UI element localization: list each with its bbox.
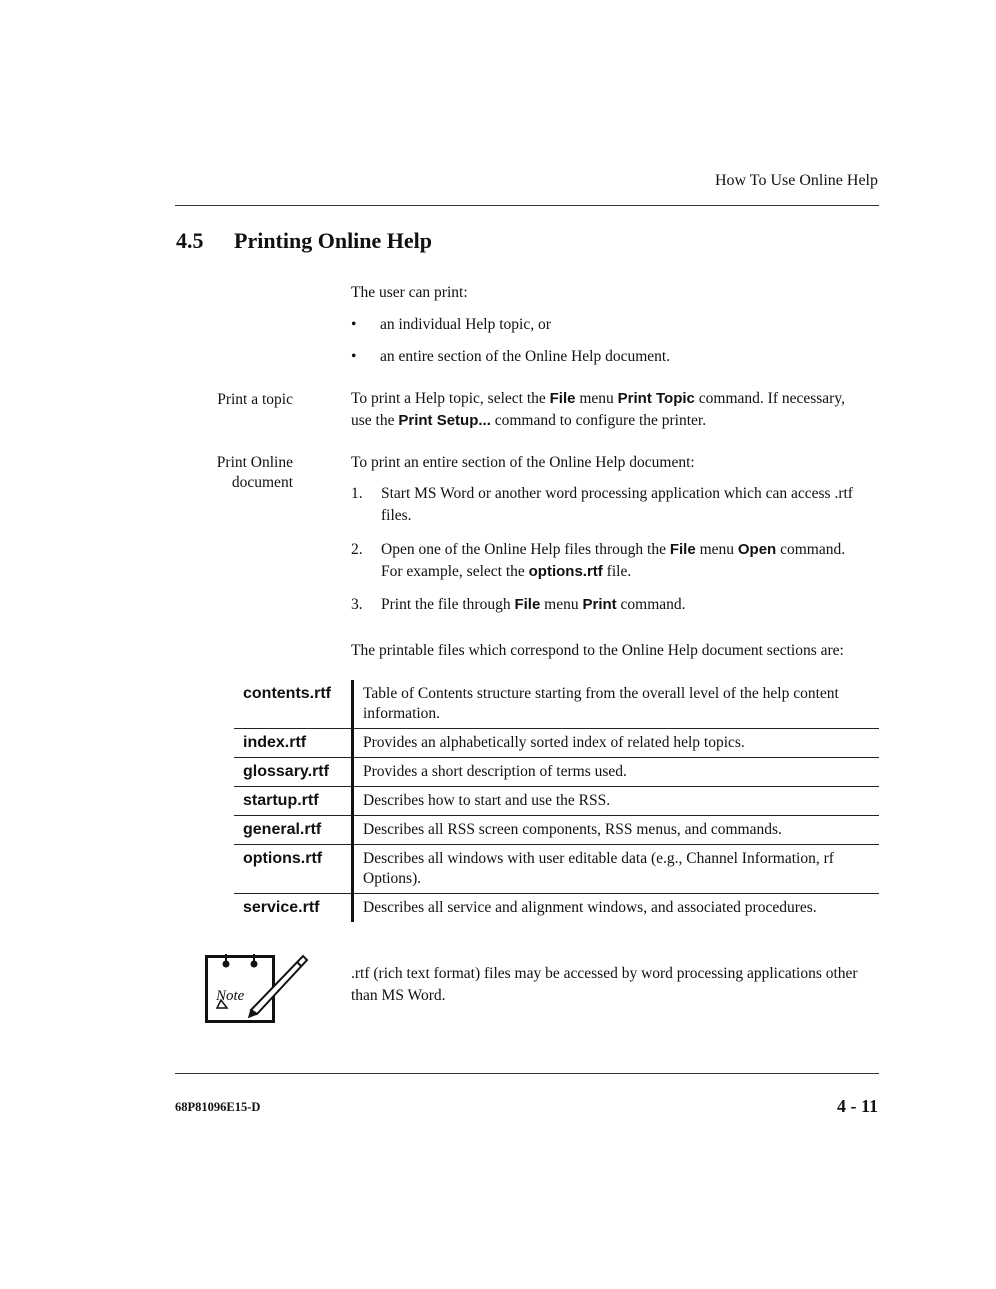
print-topic-paragraph bbox=[351, 388, 891, 432]
text-run: use the bbox=[351, 412, 395, 429]
file-description: Describes all windows with user editable data (e.g., Channel Information, rf Options). bbox=[353, 845, 880, 894]
bullet-item: an entire section of the Online Help document. bbox=[380, 348, 671, 365]
print-topic-line-2 bbox=[351, 410, 891, 432]
text-run: command. bbox=[620, 596, 686, 613]
file-name: index.rtf bbox=[234, 729, 353, 758]
text-run: file. bbox=[606, 563, 632, 580]
text-run: command to configure the printer. bbox=[494, 412, 707, 429]
step-line bbox=[381, 539, 845, 561]
keyword-options-rtf: options.rtf bbox=[528, 563, 603, 580]
file-name: general.rtf bbox=[234, 816, 353, 845]
file-name: contents.rtf bbox=[234, 680, 353, 729]
file-description: Table of Contents structure starting from the overall level of the help content information. bbox=[363, 685, 839, 722]
table-row bbox=[234, 845, 879, 894]
keyword-print-topic: Print Topic bbox=[617, 390, 695, 407]
text-run: command. bbox=[780, 541, 846, 558]
page-number: 4 - 11 bbox=[836, 1096, 878, 1116]
text-run: command. If necessary, bbox=[698, 390, 845, 407]
file-description: Provides an alphabetically sorted index of related help topics. bbox=[353, 729, 880, 758]
keyword-print-setup: Print Setup... bbox=[398, 412, 491, 429]
note-line: than MS Word. bbox=[351, 987, 446, 1004]
section-title: Printing Online Help bbox=[234, 228, 433, 253]
file-name: options.rtf bbox=[234, 845, 353, 894]
document-number: 68P81096E15-D bbox=[175, 1100, 261, 1114]
margin-label-print-document bbox=[217, 453, 293, 493]
text-run: menu bbox=[579, 390, 614, 407]
text-run: For example, select the bbox=[381, 563, 525, 580]
bullet-glyph: • bbox=[351, 316, 357, 333]
text-run: menu bbox=[699, 541, 734, 558]
print-topic-line-1 bbox=[351, 388, 891, 410]
file-description: Describes all service and alignment windows, and associated procedures. bbox=[353, 894, 880, 923]
table-row bbox=[234, 758, 879, 787]
footer-rule bbox=[175, 1073, 879, 1074]
file-description: Describes all RSS screen components, RSS menus, and commands. bbox=[353, 816, 880, 845]
label-line: document bbox=[231, 474, 293, 491]
table-row bbox=[234, 680, 879, 729]
header-rule bbox=[175, 205, 879, 206]
keyword-open: Open bbox=[737, 541, 777, 558]
note-line: .rtf (rich text format) files may be accessed by word processing applications other bbox=[351, 965, 858, 982]
section-number: 4.5 bbox=[176, 228, 204, 253]
label-line: Print Online bbox=[216, 454, 293, 471]
note-pad-pencil-icon bbox=[205, 955, 275, 1023]
keyword-print: Print bbox=[582, 596, 617, 613]
text-run: Open one of the Online Help files through the bbox=[381, 541, 666, 558]
step-line: files. bbox=[381, 507, 412, 524]
table-row bbox=[234, 816, 879, 845]
step-2 bbox=[381, 539, 845, 583]
margin-label-print-topic: Print a topic bbox=[217, 391, 293, 408]
step-3 bbox=[381, 594, 686, 616]
running-header: How To Use Online Help bbox=[714, 172, 878, 189]
file-name: service.rtf bbox=[234, 894, 353, 923]
step-number: 3. bbox=[351, 596, 363, 613]
file-name: glossary.rtf bbox=[234, 758, 353, 787]
text-run: To print a Help topic, select the bbox=[351, 390, 546, 407]
keyword-file: File bbox=[549, 390, 576, 407]
print-document-lead: To print an entire section of the Online Help document: bbox=[351, 454, 695, 471]
keyword-file: File bbox=[514, 596, 541, 613]
table-row bbox=[234, 787, 879, 816]
bullet-glyph: • bbox=[351, 348, 357, 365]
files-intro: The printable files which correspond to the Online Help document sections are: bbox=[351, 642, 844, 659]
file-description: Describes how to start and use the RSS. bbox=[353, 787, 880, 816]
step-line: Start MS Word or another word processing application which can access .rtf bbox=[381, 485, 853, 502]
note-text bbox=[351, 963, 858, 1007]
step-number: 2. bbox=[351, 541, 363, 558]
text-run: Print the file through bbox=[381, 596, 511, 613]
intro-lead: The user can print: bbox=[351, 284, 468, 301]
step-1 bbox=[381, 483, 853, 527]
table-row bbox=[234, 729, 879, 758]
keyword-file: File bbox=[669, 541, 696, 558]
note-icon-label: Note bbox=[216, 988, 245, 1004]
table-row bbox=[234, 894, 879, 923]
files-table bbox=[234, 680, 879, 922]
bullet-item: an individual Help topic, or bbox=[380, 316, 551, 333]
step-line bbox=[381, 561, 845, 583]
file-name: startup.rtf bbox=[234, 787, 353, 816]
text-run: menu bbox=[544, 596, 579, 613]
step-number: 1. bbox=[351, 485, 363, 502]
file-description: Provides a short description of terms used. bbox=[353, 758, 880, 787]
